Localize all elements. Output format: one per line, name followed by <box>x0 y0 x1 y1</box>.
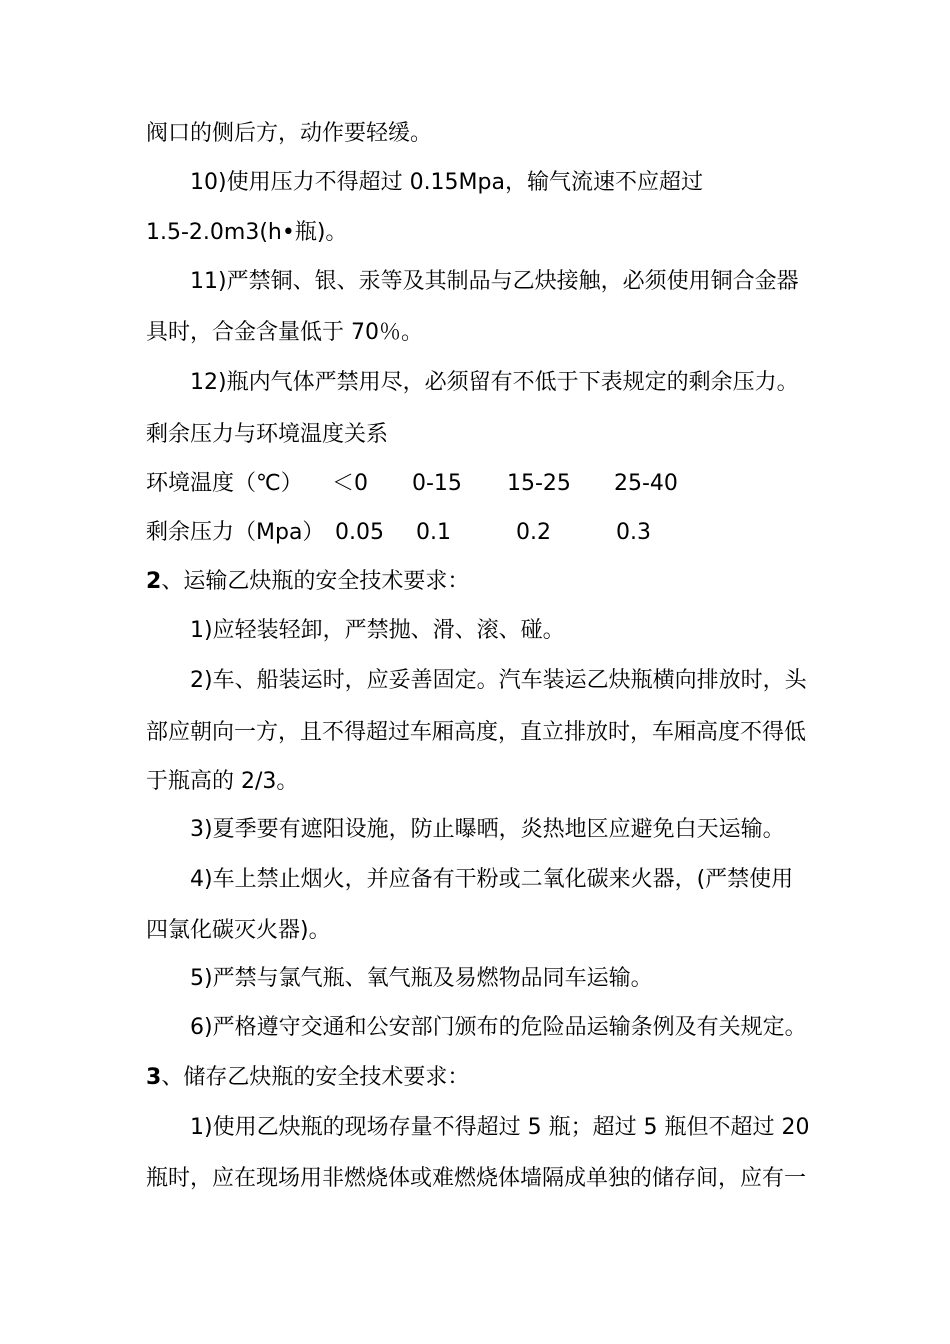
table-cell: 15-25 <box>507 471 571 496</box>
section-heading-3 <box>146 1063 469 1093</box>
paragraph-line: 1)使用乙炔瓶的现场存量不得超过 5 瓶；超过 5 瓶但不超过 20 <box>190 1115 810 1140</box>
paragraph-line: 6)严格遵守交通和公安部门颁布的危险品运输条例及有关规定。 <box>190 1015 807 1040</box>
paragraph-line: 12)瓶内气体严禁用尽，必须留有不低于下表规定的剩余压力。 <box>190 370 799 395</box>
paragraph-line: 5)严禁与氯气瓶、氧气瓶及易燃物品同车运输。 <box>190 966 653 991</box>
table-cell: 0.05 <box>335 520 384 545</box>
table-cell: ＜0 <box>332 471 368 496</box>
table-cell: 25-40 <box>614 471 678 496</box>
table-cell: 0.1 <box>416 520 451 545</box>
paragraph-line: 阀口的侧后方，动作要轻缓。 <box>146 121 433 146</box>
section-number: 3 <box>146 1065 162 1090</box>
table-cell: 0-15 <box>412 471 462 496</box>
table-cell: 0.2 <box>516 520 551 545</box>
paragraph-line: 瓶时，应在现场用非燃烧体或难燃烧体墙隔成单独的储存间，应有一 <box>146 1166 807 1191</box>
section-title: 、储存乙炔瓶的安全技术要求： <box>161 1065 470 1090</box>
section-number: 2 <box>146 569 162 594</box>
paragraph-line: 四氯化碳灭火器)。 <box>146 918 331 943</box>
section-heading-2 <box>146 567 469 597</box>
table-caption: 剩余压力与环境温度关系 <box>146 422 389 447</box>
table-row-label-pressure: 剩余压力（Mpa） <box>146 520 325 545</box>
paragraph-line: 部应朝向一方，且不得超过车厢高度，直立排放时，车厢高度不得低 <box>146 720 807 745</box>
section-title: 、运输乙炔瓶的安全技术要求： <box>161 569 470 594</box>
paragraph-line: 4)车上禁止烟火，并应备有干粉或二氧化碳来火器，(严禁使用 <box>190 867 794 892</box>
paragraph-line: 3)夏季要有遮阳设施，防止曝晒，炎热地区应避免白天运输。 <box>190 817 785 842</box>
table-row-label-temperature: 环境温度（℃） <box>146 471 303 496</box>
paragraph-line: 10)使用压力不得超过 0.15Mpa，输气流速不应超过 <box>190 170 703 195</box>
table-cell: 0.3 <box>616 520 651 545</box>
paragraph-line: 1.5-2.0m3(h•瓶)。 <box>146 220 348 245</box>
paragraph-line: 2)车、船装运时，应妥善固定。汽车装运乙炔瓶横向排放时，头 <box>190 668 807 693</box>
paragraph-line: 具时，合金含量低于 70％。 <box>146 320 423 345</box>
paragraph-line: 于瓶高的 2/3。 <box>146 769 299 794</box>
paragraph-line: 11)严禁铜、银、汞等及其制品与乙炔接触，必须使用铜合金器 <box>190 269 799 294</box>
paragraph-line: 1)应轻装轻卸，严禁抛、滑、滚、碰。 <box>190 618 565 643</box>
